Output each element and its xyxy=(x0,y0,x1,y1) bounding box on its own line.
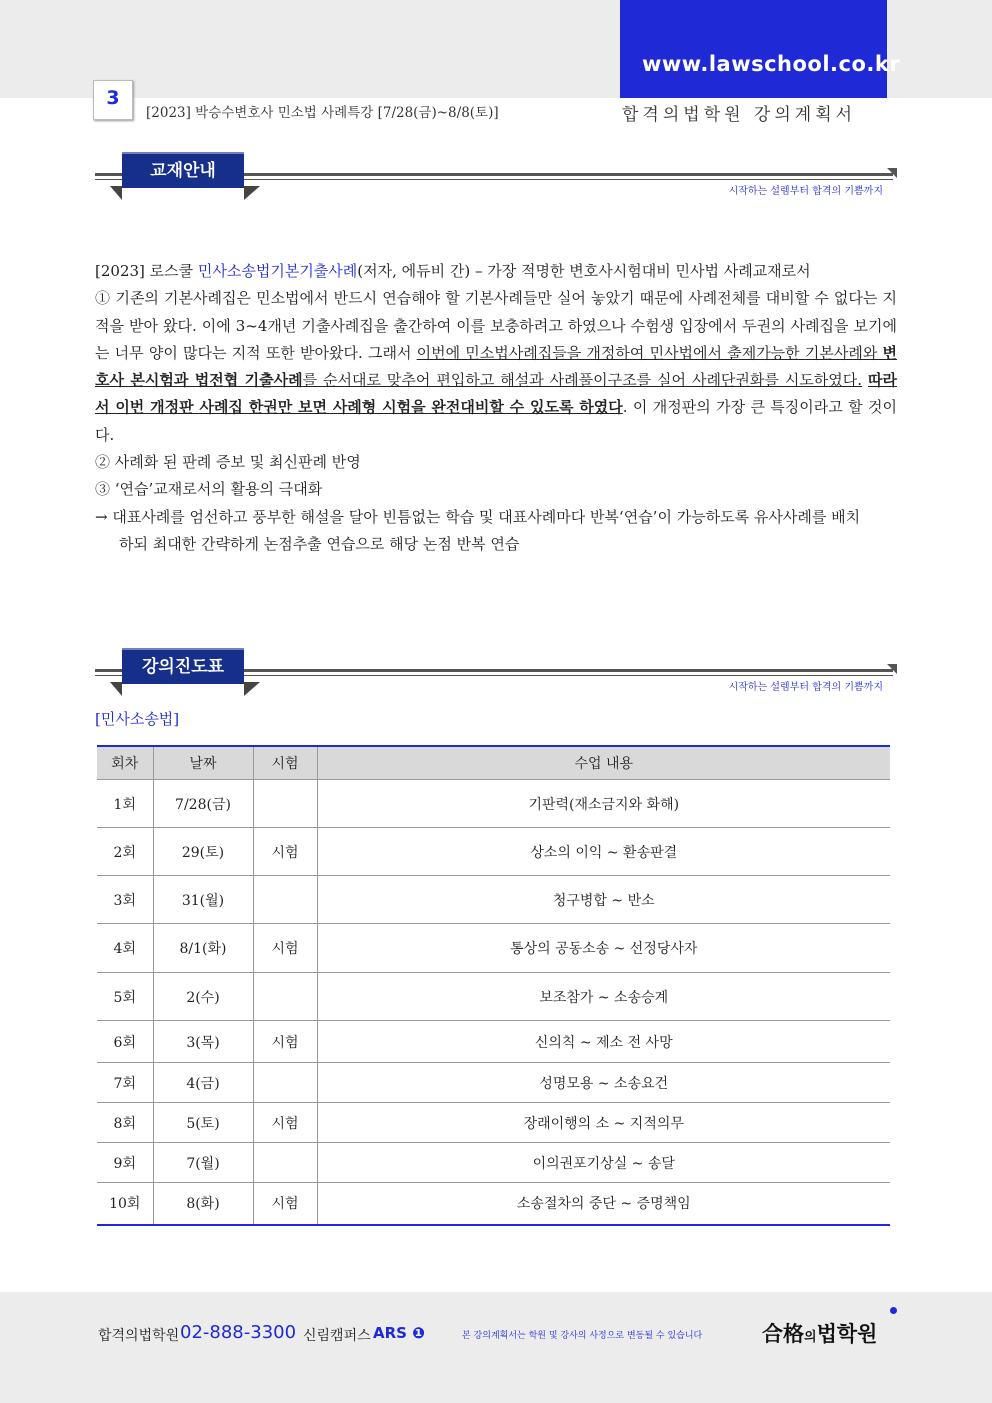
column-header: 수업 내용 xyxy=(317,746,890,780)
exam-cell: 시험 xyxy=(253,828,317,876)
logo-text: 合格 xyxy=(762,1322,804,1346)
session-cell: 9회 xyxy=(97,1143,153,1183)
course-title: [2023] 박승수변호사 민소법 사례특강 [7/28(금)~8/8(토)] xyxy=(146,105,499,121)
underlined-text: 를 순서대로 맞추어 편입하고 해설과 사례풀이구조를 실어 사례단권화를 시도하였다. xyxy=(302,371,863,390)
schedule-table xyxy=(97,745,890,1226)
website-url[interactable]: www.lawschool.co.kr xyxy=(642,52,901,76)
content-cell: 성명모용 ~ 소송요건 xyxy=(317,1063,890,1103)
date-cell: 8(화) xyxy=(153,1183,253,1225)
date-cell: 31(월) xyxy=(153,876,253,924)
date-cell: 7/28(금) xyxy=(153,780,253,828)
exam-cell xyxy=(253,1143,317,1183)
section-title: 강의진도표 xyxy=(122,648,244,684)
textbook-line xyxy=(95,258,897,285)
exam-cell: 시험 xyxy=(253,1183,317,1225)
table-header xyxy=(97,746,890,780)
logo-text: 의 xyxy=(804,1330,817,1345)
content-cell: 청구병합 ~ 반소 xyxy=(317,876,890,924)
paragraph-2: ② 사례화 된 판례 증보 및 최신판례 반영 xyxy=(95,453,361,472)
slogan: 시작하는 설렘부터 합격의 기쁨까지 xyxy=(728,186,883,197)
exam-cell xyxy=(253,780,317,828)
slogan: 시작하는 설렘부터 합격의 기쁨까지 xyxy=(728,682,883,693)
session-cell: 6회 xyxy=(97,1021,153,1063)
exam-cell xyxy=(253,973,317,1021)
date-cell: 2(수) xyxy=(153,973,253,1021)
table-row xyxy=(97,780,890,828)
table-row xyxy=(97,1063,890,1103)
column-header: 날짜 xyxy=(153,746,253,780)
content-cell: 상소의 이익 ~ 환송판결 xyxy=(317,828,890,876)
bold-underlined-text: 따라서 이번 개정판 사례집 한권만 보면 사례형 시험을 완전대비할 수 있도록 하였다 xyxy=(95,371,897,417)
table-row xyxy=(97,876,890,924)
content-cell: 이의권포기상실 ~ 송달 xyxy=(317,1143,890,1183)
table-row xyxy=(97,1103,890,1143)
exam-cell xyxy=(253,1063,317,1103)
content-cell: 신의칙 ~ 제소 전 사망 xyxy=(317,1021,890,1063)
page-number: 3 xyxy=(106,87,120,109)
ribbon-fold xyxy=(110,682,122,696)
content-cell: 보조참가 ~ 소송승계 xyxy=(317,973,890,1021)
url-banner[interactable] xyxy=(620,0,887,98)
table-row xyxy=(97,973,890,1021)
session-cell: 3회 xyxy=(97,876,153,924)
section-textbook-header xyxy=(95,160,897,210)
section-title: 교재안내 xyxy=(122,152,244,188)
corner-mark xyxy=(887,664,897,674)
document-title: 합격의법학원 강의계획서 xyxy=(622,105,857,125)
paragraph-3: ③ ‘연습’교재로서의 활용의 극대화 xyxy=(95,480,323,499)
session-cell: 10회 xyxy=(97,1183,153,1225)
text: [2023] 로스쿨 xyxy=(95,262,198,280)
bold-underlined-text: 변호사 본시험과 법전협 기출사례 xyxy=(95,343,898,390)
date-cell: 8/1(화) xyxy=(153,924,253,973)
logo-text: 법학원 xyxy=(816,1322,878,1346)
table-row xyxy=(97,828,890,876)
ribbon-fold xyxy=(244,186,260,200)
content-cell: 장래이행의 소 ~ 지적의무 xyxy=(317,1103,890,1143)
footer-ars: ARS ❶ xyxy=(373,1324,425,1342)
ribbon-fold xyxy=(244,682,260,696)
table-row xyxy=(97,1183,890,1225)
subject-label: [민사소송법] xyxy=(95,710,180,728)
column-header: 회차 xyxy=(97,746,153,780)
session-cell: 8회 xyxy=(97,1103,153,1143)
exam-cell: 시험 xyxy=(253,924,317,973)
content-cell: 소송절차의 중단 ~ 증명책임 xyxy=(317,1183,890,1225)
session-cell: 1회 xyxy=(97,780,153,828)
date-cell: 7(월) xyxy=(153,1143,253,1183)
session-cell: 7회 xyxy=(97,1063,153,1103)
footer-academy-name: 합격의법학원 xyxy=(98,1328,180,1344)
page-number-box xyxy=(93,80,133,120)
date-cell: 5(토) xyxy=(153,1103,253,1143)
exam-cell: 시험 xyxy=(253,1103,317,1143)
footer-notice: 본 강의계획서는 학원 및 강사의 사정으로 변동될 수 있습니다 xyxy=(462,1331,703,1341)
date-cell: 4(금) xyxy=(153,1063,253,1103)
logo-dot-icon xyxy=(890,1307,897,1314)
textbook-description xyxy=(95,258,897,558)
footer-phone[interactable]: 02-888-3300 xyxy=(180,1322,297,1343)
session-cell: 5회 xyxy=(97,973,153,1021)
text: . 이 개정판의 가장 큰 특징이라고 할 것이다. xyxy=(95,398,897,444)
underlined-text: 이번에 민소법사례집들을 개정하여 민사법에서 출제가능한 기본사례와 xyxy=(416,343,883,362)
session-cell: 2회 xyxy=(97,828,153,876)
footer-campus: 신림캠퍼스 xyxy=(303,1328,371,1344)
paragraph-4: → 대표사례를 엄선하고 풍부한 해설을 달아 빈틈없는 학습 및 대표사례마다 반복‘연습’이 가능하도록 유사사례를 배치 xyxy=(95,507,861,526)
table-row xyxy=(97,924,890,973)
table-row xyxy=(97,1021,890,1063)
text: ① 기존의 기본사례집은 민소법에서 반드시 연습해야 할 기본사례들만 실어 놓았기 때문에 사례전체를 대비할 수 없다는 지적을 받아 왔다. 이에 3~4개년 기출사례집을 출간하여 이를 보충하려고 하였으나 수험생 입장에서 두권의 사례집을 보기에는 너무 양이 많다는 지적 또한 받아왔다. 그래서 xyxy=(95,289,897,362)
paragraph-4-cont: 하되 최대한 간략하게 논점추출 연습으로 해당 논점 반복 연습 xyxy=(119,534,520,553)
exam-cell: 시험 xyxy=(253,1021,317,1063)
session-cell: 4회 xyxy=(97,924,153,973)
date-cell: 3(목) xyxy=(153,1021,253,1063)
exam-cell xyxy=(253,876,317,924)
book-title: 민사소송법기본기출사례 xyxy=(197,262,358,280)
column-header: 시험 xyxy=(253,746,317,780)
date-cell: 29(토) xyxy=(153,828,253,876)
corner-mark xyxy=(887,168,897,178)
paragraph-1 xyxy=(95,285,897,449)
table-row xyxy=(97,1143,890,1183)
section-schedule-header xyxy=(95,656,897,706)
footer-logo xyxy=(762,1318,877,1348)
ribbon-fold xyxy=(110,186,122,200)
content-cell: 기판력(재소금지와 화해) xyxy=(317,780,890,828)
content-cell: 통상의 공동소송 ~ 선정당사자 xyxy=(317,924,890,973)
text: (저자, 에듀비 간) – 가장 적명한 변호사시험대비 민사법 사례교재로서 xyxy=(357,262,811,280)
